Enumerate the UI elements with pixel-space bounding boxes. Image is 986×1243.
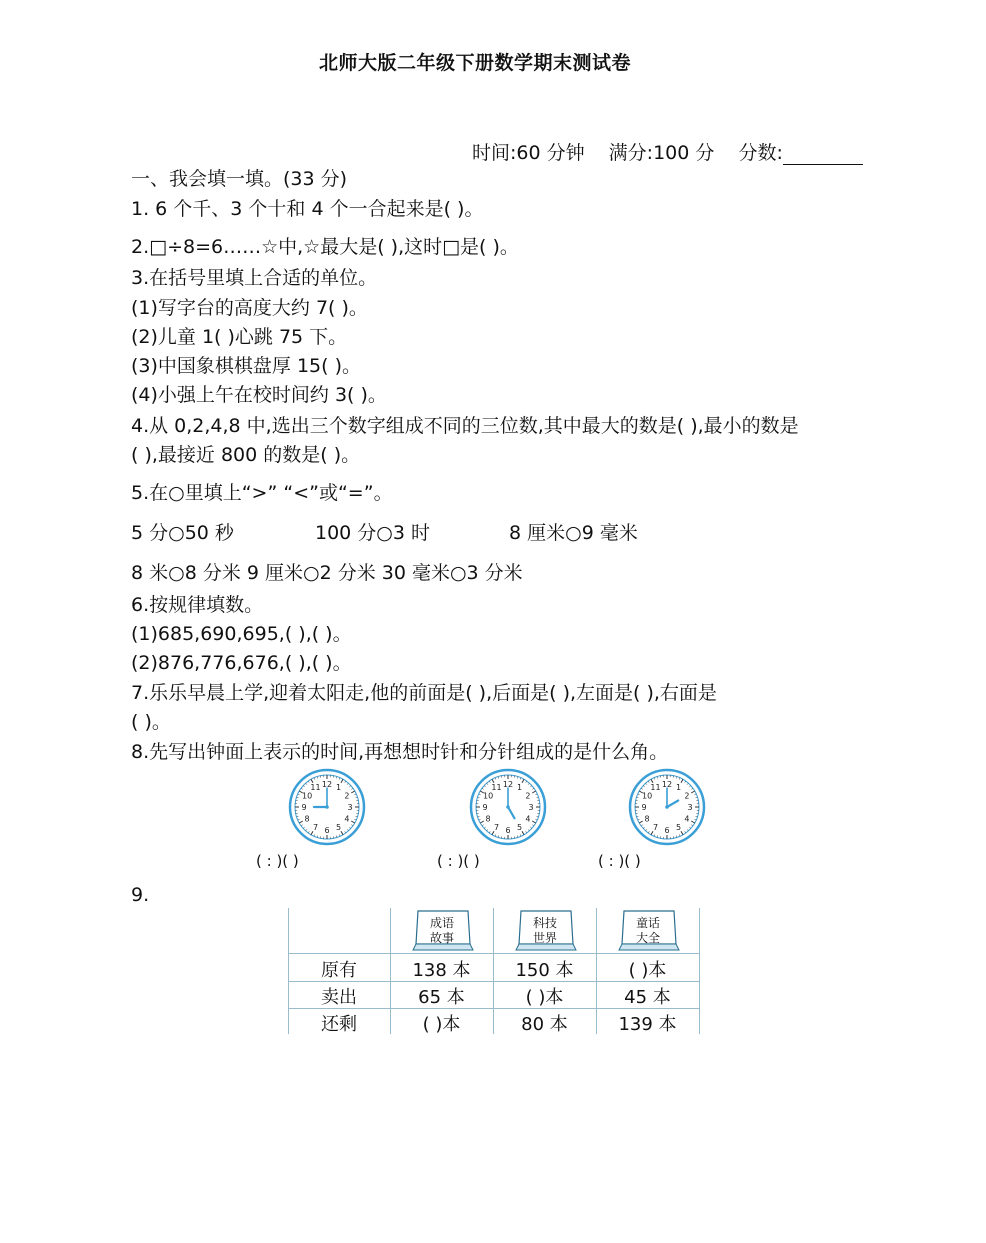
question-7-line-2: ( )。 [131, 711, 171, 733]
clock-number: 5 [516, 822, 523, 832]
clock-number: 7 [652, 822, 659, 832]
clock-number: 4 [684, 814, 690, 824]
book-title-line: 世界 [532, 931, 557, 945]
clock-number: 10 [482, 791, 494, 801]
q5-item-1: 5 分○50 秒 [131, 522, 234, 544]
question-3-2: (2)儿童 1( )心跳 75 下。 [131, 326, 348, 348]
book-title-line: 童话 [635, 916, 660, 930]
page-title: 北师大版二年级下册数学期末测试卷 [318, 52, 631, 74]
question-6-2: (2)876,776,676,( ),( )。 [131, 652, 352, 674]
clock-face-3 [628, 768, 706, 846]
clock-number: 10 [641, 791, 653, 801]
question-3: 3.在括号里填上合适的单位。 [131, 267, 378, 289]
question-4-line-2: ( ),最接近 800 的数是( )。 [131, 444, 361, 466]
clock-number: 12 [502, 780, 514, 789]
table-cell: ( )本 [628, 960, 667, 981]
clock-number: 8 [644, 814, 650, 824]
clock-number: 9 [301, 803, 307, 812]
clock-number: 9 [641, 803, 647, 812]
book-title-2 [515, 916, 575, 946]
table-cell: 45 本 [624, 987, 671, 1008]
question-9: 9. [131, 884, 150, 906]
clock-number: 3 [687, 803, 693, 812]
book-title-line: 故事 [429, 931, 454, 945]
clock-number: 11 [491, 783, 502, 793]
exam-meta [472, 138, 863, 165]
clock-number: 1 [335, 783, 342, 793]
question-3-3: (3)中国象棋棋盘厚 15( )。 [131, 355, 361, 377]
clock-number: 11 [310, 783, 321, 793]
section-1-heading: 一、我会填一填。(33 分) [131, 168, 348, 190]
question-7-line-1: 7.乐乐早晨上学,迎着太阳走,他的前面是( ),后面是( ),左面是( ),右面是 [131, 682, 717, 704]
clock-number: 8 [304, 814, 310, 824]
clock-number: 4 [344, 814, 350, 824]
clock-number: 4 [525, 814, 531, 824]
clock-face-1 [288, 768, 366, 846]
table-cell: 139 本 [618, 1014, 677, 1035]
book-title-line: 科技 [532, 916, 557, 930]
table-border [699, 908, 700, 1034]
q5-row-2: 8 米○8 分米 9 厘米○2 分米 30 毫米○3 分米 [131, 562, 523, 584]
clock-number: 2 [684, 791, 690, 801]
question-5: 5.在○里填上“>” “<”或“=”。 [131, 482, 393, 504]
book-table [288, 908, 700, 1034]
clock-number: 6 [324, 826, 330, 835]
clock-number: 12 [661, 780, 673, 789]
table-cell: 65 本 [418, 987, 465, 1008]
clock-number: 2 [344, 791, 350, 801]
book-title-3 [618, 916, 678, 946]
row-label-sold: 卖出 [321, 987, 357, 1008]
table-cell: ( )本 [422, 1014, 461, 1035]
book-icon-2 [515, 910, 577, 956]
row-label-original: 原有 [321, 960, 357, 981]
q5-item-3: 8 厘米○9 毫米 [509, 522, 638, 544]
clock-number: 12 [321, 780, 333, 789]
clock-number: 6 [664, 826, 670, 835]
clock-number: 3 [347, 803, 353, 812]
clock-number: 5 [335, 822, 342, 832]
clock-number: 1 [675, 783, 682, 793]
clock-answer-2: ( : )( ) [437, 852, 480, 870]
score-label: 分数: [738, 142, 783, 164]
book-title-1 [412, 916, 472, 946]
clock-number: 5 [675, 822, 682, 832]
clock-number: 2 [525, 791, 531, 801]
book-icon-1 [412, 910, 474, 956]
question-3-4: (4)小强上午在校时间约 3( )。 [131, 384, 387, 406]
clock-number: 10 [301, 791, 313, 801]
clock-number: 1 [516, 783, 523, 793]
clock-center [506, 805, 510, 809]
clock-face-2 [469, 768, 547, 846]
question-8: 8.先写出钟面上表示的时间,再想想时针和分针组成的是什么角。 [131, 741, 669, 763]
question-1: 1. 6 个千、3 个十和 4 个一合起来是( )。 [131, 198, 484, 220]
question-3-1: (1)写字台的高度大约 7( )。 [131, 297, 368, 319]
question-6: 6.按规律填数。 [131, 594, 264, 616]
question-2: 2.□÷8=6……☆中,☆最大是( ),这时□是( )。 [131, 236, 519, 258]
book-title-line: 成语 [429, 916, 454, 930]
clock-number: 11 [650, 783, 661, 793]
clock-number: 8 [485, 814, 491, 824]
book-icon-3 [618, 910, 680, 956]
clock-number: 3 [528, 803, 534, 812]
clock-number: 7 [493, 822, 500, 832]
question-6-1: (1)685,690,695,( ),( )。 [131, 623, 352, 645]
clock-number: 6 [505, 826, 511, 835]
clock-answer-1: ( : )( ) [256, 852, 299, 870]
clock-answer-3: ( : )( ) [598, 852, 641, 870]
table-cell: 150 本 [515, 960, 574, 981]
clock-number: 9 [482, 803, 488, 812]
q5-item-2: 100 分○3 时 [315, 522, 431, 544]
clock-center [665, 805, 669, 809]
row-label-remaining: 还剩 [321, 1014, 357, 1035]
full-score: 满分:100 分 [608, 142, 715, 164]
score-blank[interactable] [783, 144, 863, 165]
clock-center [325, 805, 329, 809]
time-limit: 时间:60 分钟 [472, 142, 585, 164]
table-cell: 138 本 [412, 960, 471, 981]
table-cell: ( )本 [525, 987, 564, 1008]
table-cell: 80 本 [521, 1014, 568, 1035]
clock-number: 7 [312, 822, 319, 832]
question-4-line-1: 4.从 0,2,4,8 中,选出三个数字组成不同的三位数,其中最大的数是( ),最小的数是 [131, 415, 799, 437]
book-title-line: 大全 [635, 931, 660, 945]
